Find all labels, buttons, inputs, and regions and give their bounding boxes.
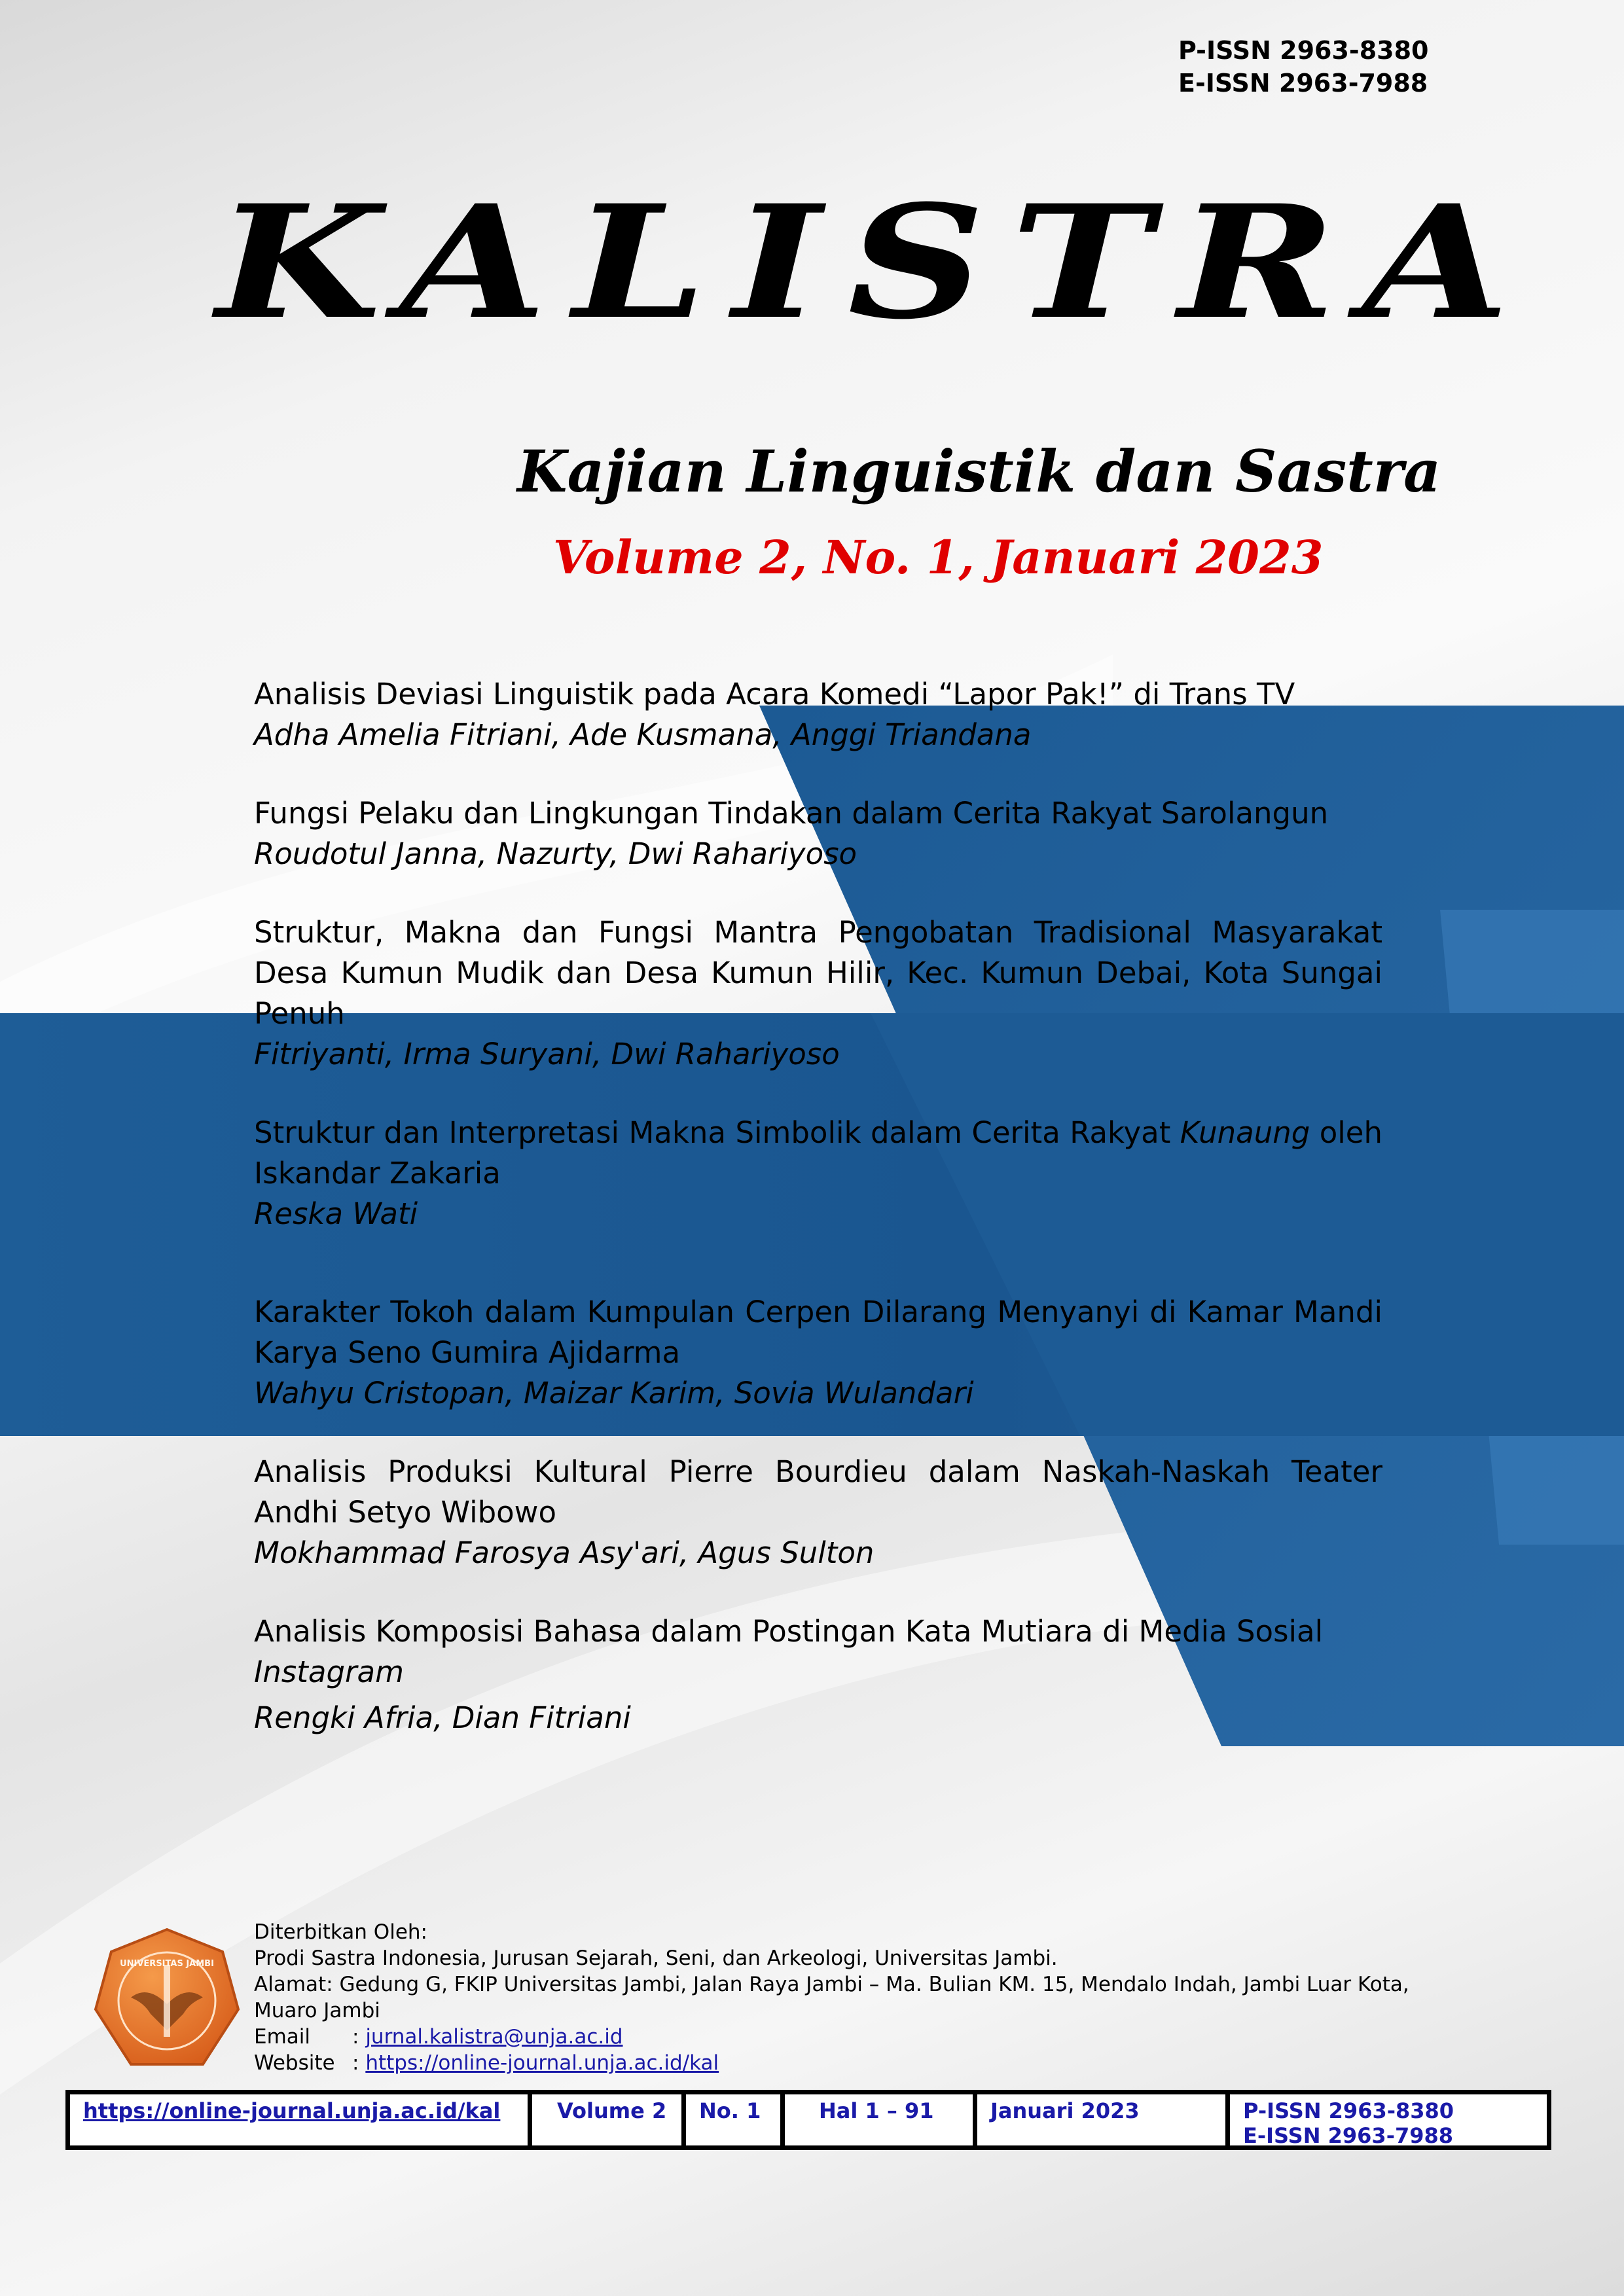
article-authors: Wahyu Cristopan, Maizar Karim, Sovia Wulandari — [254, 1376, 974, 1410]
p-issn-label: P-ISSN 2963-8380 — [1178, 36, 1429, 65]
footer-url-link[interactable]: https://online-journal.unja.ac.id/kal — [83, 2098, 501, 2123]
footer-e-issn: E-ISSN 2963-7988 — [1243, 2123, 1454, 2148]
footer-issn-cell — [1230, 2094, 1547, 2148]
article-title-emphasis: Kunaung — [1180, 1115, 1310, 1150]
e-issn-label: E-ISSN 2963-7988 — [1178, 69, 1428, 98]
article-title: Struktur, Makna dan Fungsi Mantra Pengobatan Tradisional Masyarakat Desa Kumun Mudik dan Desa Kumun Hilir, Kec. Kumun Debai, Kota Sungai Penuh — [254, 915, 1382, 1031]
journal-masthead: KALISTRA — [216, 171, 1536, 354]
article-authors: Roudotul Janna, Nazurty, Dwi Rahariyoso — [254, 836, 857, 871]
footer-p-issn: P-ISSN 2963-8380 — [1243, 2098, 1454, 2123]
article-authors: Fitriyanti, Irma Suryani, Dwi Rahariyoso — [254, 1037, 840, 1071]
email-label: Email — [254, 2025, 311, 2049]
article-title-text: Struktur dan Interpretasi Makna Simbolik dalam Cerita Rakyat — [254, 1115, 1180, 1150]
footer-number: No. 1 — [686, 2094, 785, 2145]
article-entry — [254, 674, 1382, 755]
publisher-info — [254, 1919, 1465, 2076]
article-entry — [254, 1292, 1382, 1414]
article-title-text: Analisis Komposisi Bahasa dalam Postingan Kata Mutiara di Media Sosial — [254, 1614, 1324, 1649]
article-entry — [254, 1611, 1382, 1738]
separator: : — [352, 2025, 359, 2049]
footer-volume: Volume 2 — [532, 2094, 686, 2145]
publisher-address: Alamat: Gedung G, FKIP Universitas Jambi, Jalan Raya Jambi – Ma. Bulian KM. 15, Mendalo Indah, Jambi Luar Kota, Muaro Jambi — [254, 1973, 1409, 2022]
separator: : — [352, 2051, 359, 2075]
table-of-contents — [254, 674, 1382, 1738]
footer-pages: Hal 1 – 91 — [785, 2094, 977, 2145]
footer-date: Januari 2023 — [977, 2094, 1230, 2145]
volume-issue-label: Volume 2, No. 1, Januari 2023 — [553, 530, 1324, 584]
article-title — [254, 1611, 1382, 1693]
article-entry — [254, 793, 1382, 874]
article-authors: Mokhammad Farosya Asy'ari, Agus Sulton — [254, 1535, 875, 1570]
publisher-website-row — [254, 2050, 1465, 2076]
publisher-name: Prodi Sastra Indonesia, Jurusan Sejarah, Seni, dan Arkeologi, Universitas Jambi. — [254, 1946, 1058, 1970]
publisher-email-row — [254, 2024, 1465, 2050]
website-link[interactable]: https://online-journal.unja.ac.id/kal — [365, 2051, 719, 2075]
article-title: Analisis Deviasi Linguistik pada Acara Komedi “Lapor Pak!” di Trans TV — [254, 677, 1295, 711]
article-authors: Reska Wati — [254, 1196, 418, 1231]
email-link[interactable]: jurnal.kalistra@unja.ac.id — [365, 2025, 623, 2049]
article-entry — [254, 1452, 1382, 1573]
website-label: Website — [254, 2051, 335, 2075]
article-authors: Rengki Afria, Dian Fitriani — [254, 1700, 631, 1735]
svg-text:UNIVERSITAS JAMBI: UNIVERSITAS JAMBI — [120, 1959, 214, 1969]
article-entry — [254, 912, 1382, 1075]
journal-subtitle: Kajian Linguistik dan Sastra — [517, 437, 1441, 505]
article-authors: Adha Amelia Fitriani, Ade Kusmana, Anggi Triandana — [254, 717, 1032, 752]
article-title: Karakter Tokoh dalam Kumpulan Cerpen Dilarang Menyanyi di Kamar Mandi Karya Seno Gumira Ajidarma — [254, 1295, 1382, 1370]
footer-info-table — [65, 2090, 1551, 2150]
issn-header — [1178, 34, 1428, 99]
article-title-text: oleh Iskandar Zakaria — [254, 1115, 1383, 1191]
article-title-emphasis: Instagram — [254, 1655, 404, 1689]
article-title: Fungsi Pelaku dan Lingkungan Tindakan dalam Cerita Rakyat Sarolangun — [254, 796, 1329, 831]
article-title: Analisis Produksi Kultural Pierre Bourdieu dalam Naskah-Naskah Teater Andhi Setyo Wibowo — [254, 1454, 1382, 1530]
university-seal-icon — [92, 1926, 242, 2076]
footer-url-cell — [70, 2094, 532, 2145]
article-title — [254, 1113, 1382, 1194]
publisher-heading: Diterbitkan Oleh: — [254, 1920, 427, 1944]
article-entry — [254, 1113, 1382, 1234]
